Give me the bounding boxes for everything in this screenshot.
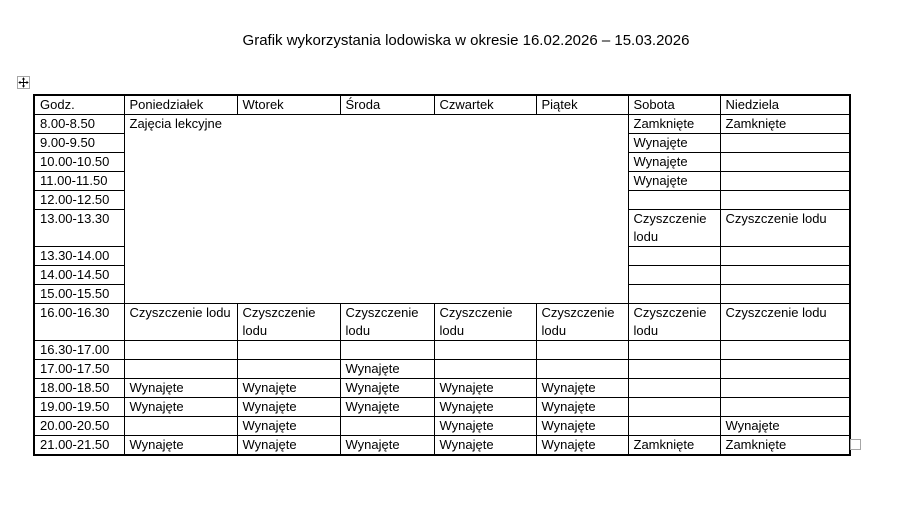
col-header-sroda: Środa — [340, 95, 434, 115]
table-row — [34, 379, 850, 398]
time-cell: 18.00-18.50 — [34, 379, 124, 398]
schedule-cell — [124, 360, 237, 379]
schedule-cell: Wynajęte — [124, 379, 237, 398]
schedule-cell: Zamknięte — [628, 436, 720, 456]
schedule-cell: Wynajęte — [536, 398, 628, 417]
schedule-cell — [720, 247, 850, 266]
time-cell: 13.30-14.00 — [34, 247, 124, 266]
schedule-cell — [340, 417, 434, 436]
schedule-cell — [536, 360, 628, 379]
schedule-cell: Wynajęte — [434, 379, 536, 398]
schedule-cell: Wynajęte — [237, 417, 340, 436]
header-row — [34, 95, 850, 115]
schedule-cell — [720, 360, 850, 379]
schedule-cell: Wynajęte — [628, 153, 720, 172]
col-header-poniedzialek: Poniedziałek — [124, 95, 237, 115]
schedule-cell — [628, 266, 720, 285]
schedule-cell — [720, 398, 850, 417]
time-cell: 17.00-17.50 — [34, 360, 124, 379]
schedule-cell: Wynajęte — [340, 398, 434, 417]
time-cell: 10.00-10.50 — [34, 153, 124, 172]
table-row — [34, 417, 850, 436]
schedule-cell: Wynajęte — [340, 436, 434, 456]
schedule-cell: Wynajęte — [434, 398, 536, 417]
schedule-cell — [720, 341, 850, 360]
schedule-cell — [720, 153, 850, 172]
schedule-table — [33, 94, 851, 456]
schedule-cell — [720, 285, 850, 304]
col-header-piatek: Piątek — [536, 95, 628, 115]
schedule-cell — [434, 360, 536, 379]
schedule-cell — [237, 360, 340, 379]
time-cell: 12.00-12.50 — [34, 191, 124, 210]
schedule-cell: Czyszczenie lodu — [124, 304, 237, 341]
schedule-cell: Zamknięte — [720, 436, 850, 456]
table-row — [34, 115, 850, 134]
schedule-cell — [628, 417, 720, 436]
time-cell: 21.00-21.50 — [34, 436, 124, 456]
table-row — [34, 398, 850, 417]
time-cell: 8.00-8.50 — [34, 115, 124, 134]
schedule-cell: Czyszczenie lodu — [237, 304, 340, 341]
four-way-arrow-icon — [18, 77, 29, 88]
schedule-cell: Czyszczenie lodu — [340, 304, 434, 341]
schedule-cell — [720, 379, 850, 398]
schedule-cell: Wynajęte — [536, 417, 628, 436]
schedule-cell — [124, 417, 237, 436]
table-row — [34, 304, 850, 341]
schedule-cell — [628, 379, 720, 398]
schedule-cell: Czyszczenie lodu — [720, 304, 850, 341]
schedule-cell — [628, 191, 720, 210]
schedule-cell — [628, 341, 720, 360]
schedule-cell — [720, 266, 850, 285]
schedule-cell: Wynajęte — [340, 360, 434, 379]
schedule-cell: Czyszczenie lodu — [628, 210, 720, 247]
schedule-cell: Czyszczenie lodu — [628, 304, 720, 341]
table-move-handle[interactable] — [17, 76, 30, 89]
col-header-sobota: Sobota — [628, 95, 720, 115]
schedule-cell: Wynajęte — [237, 379, 340, 398]
col-header-niedziela: Niedziela — [720, 95, 850, 115]
table-row — [34, 341, 850, 360]
schedule-cell: Czyszczenie lodu — [720, 210, 850, 247]
table-resize-handle[interactable] — [850, 439, 861, 450]
time-cell: 19.00-19.50 — [34, 398, 124, 417]
schedule-cell — [628, 398, 720, 417]
schedule-cell: Wynajęte — [124, 398, 237, 417]
schedule-cell — [720, 172, 850, 191]
document-title: Grafik wykorzystania lodowiska w okresie 16.02.2026 – 15.03.2026 — [242, 32, 690, 49]
schedule-cell: Wynajęte — [434, 417, 536, 436]
schedule-cell: Wynajęte — [536, 436, 628, 456]
schedule-cell — [628, 360, 720, 379]
col-header-godz: Godz. — [34, 95, 124, 115]
time-cell: 20.00-20.50 — [34, 417, 124, 436]
schedule-cell — [628, 247, 720, 266]
merged-lessons-cell: Zajęcia lekcyjne — [124, 115, 628, 304]
schedule-cell: Zamknięte — [628, 115, 720, 134]
time-cell: 16.30-17.00 — [34, 341, 124, 360]
col-header-wtorek: Wtorek — [237, 95, 340, 115]
schedule-cell — [237, 341, 340, 360]
schedule-cell — [720, 134, 850, 153]
schedule-cell — [434, 341, 536, 360]
schedule-cell: Wynajęte — [536, 379, 628, 398]
time-cell: 16.00-16.30 — [34, 304, 124, 341]
schedule-cell: Wynajęte — [124, 436, 237, 456]
schedule-cell: Wynajęte — [434, 436, 536, 456]
time-cell: 9.00-9.50 — [34, 134, 124, 153]
table-row — [34, 360, 850, 379]
schedule-cell — [720, 191, 850, 210]
time-cell: 14.00-14.50 — [34, 266, 124, 285]
schedule-cell: Wynajęte — [237, 398, 340, 417]
schedule-cell — [536, 341, 628, 360]
schedule-cell: Zamknięte — [720, 115, 850, 134]
schedule-cell — [628, 285, 720, 304]
schedule-cell — [124, 341, 237, 360]
schedule-cell: Wynajęte — [237, 436, 340, 456]
time-cell: 13.00-13.30 — [34, 210, 124, 247]
time-cell: 15.00-15.50 — [34, 285, 124, 304]
time-cell: 11.00-11.50 — [34, 172, 124, 191]
schedule-cell: Czyszczenie lodu — [434, 304, 536, 341]
schedule-cell: Wynajęte — [720, 417, 850, 436]
schedule-cell: Wynajęte — [340, 379, 434, 398]
table-row — [34, 436, 850, 456]
schedule-cell: Wynajęte — [628, 172, 720, 191]
schedule-cell — [340, 341, 434, 360]
schedule-cell: Czyszczenie lodu — [536, 304, 628, 341]
col-header-czwartek: Czwartek — [434, 95, 536, 115]
schedule-cell: Wynajęte — [628, 134, 720, 153]
